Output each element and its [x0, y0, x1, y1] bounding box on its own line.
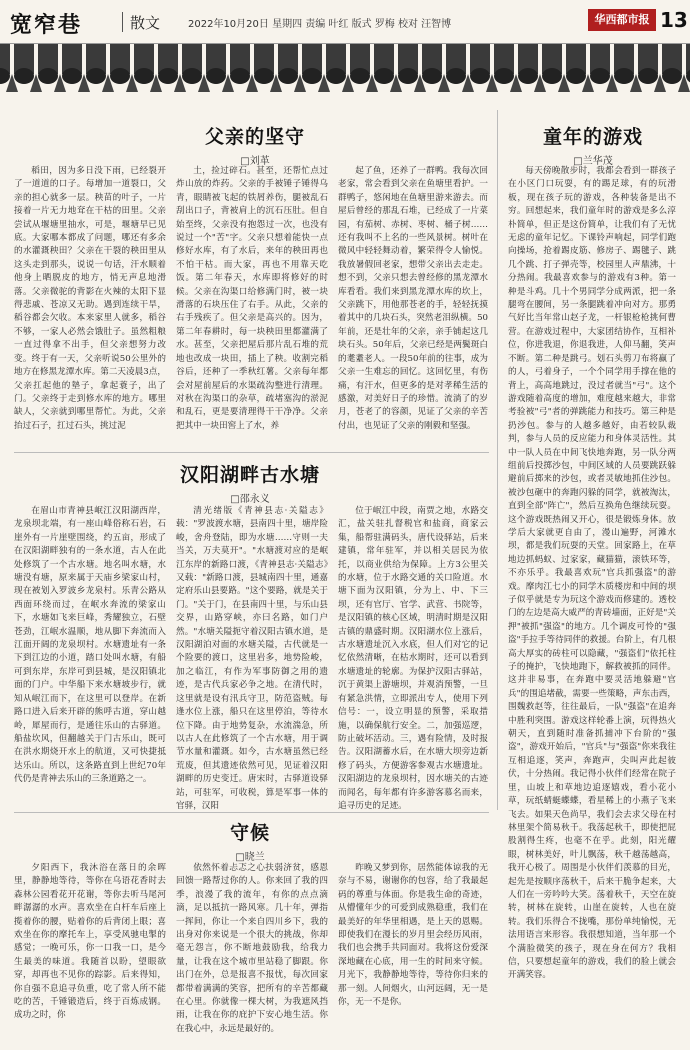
article4-text-2: 依然怀着忐忑之心扶弱济贫，感恩回馈一路帮过你的人。你来回了我的四季，浪漫了我的流年，有你的点点滴滴，足以抵抗一路风寒。几十年，弹指一挥间，你让一个来自四川乡下，我的出身对你来说是一个很大的挑战，你却毫无怨言，你不断地鼓励我，给我力量，让我在这个城市里站稳了脚跟。你出门在外，总是报喜不报忧，每次回家都带着满满的笑容，把所有的辛苦都藏在心里。你就像一棵大树，为我遮风挡雨，让我在你的庇护下安心地生活。你在我心中，永远是最好的。 [176, 863, 328, 1034]
section-label: 散文 [130, 14, 161, 32]
article4-column-2 [176, 862, 328, 1037]
article3-author: □邵永义 [230, 494, 270, 505]
masthead-divider [122, 12, 123, 32]
article1-column-3 [338, 165, 488, 435]
article3-headline [160, 460, 340, 505]
section-divider-2 [14, 812, 489, 813]
column-divider [497, 110, 498, 810]
article4-text-3: 昨晚又梦到你，居然能体谅我的无奈与不易，谢谢你的包容，给了我最起码的尊重与体面。你是我生命的奇迹，从懵懂年少的可爱到成熟稳重，我们在最美好的年华里相遇，是上天的恩赐。即使我们在漫长的岁月里会经历风雨，我们也会携手共同面对。我将这份爱深深地藏在心底，用一生的时间来守候。月光下，我静静地等待，等待你归来的那一刻。人间烟火，山河远阔，无一是你，无一不是你。 [338, 863, 488, 1008]
article1-title: 父亲的坚守 [204, 126, 305, 148]
column-title: 宽窄巷 [10, 12, 83, 38]
article1-headline [185, 122, 325, 167]
article3-text-1: 在眉山市青神县岷江汉阳湖西岸，龙泉坝北端，有一座山峰俗称石岩，石崖外有一片崖壁围绕，约五亩，形成了在汉阳湖畔独有的一条水道，古人在此处修筑了一个古水塘。地名叫水塘，水塘没有塘，原来属于天庙乡梁家山村，现在被划入罗波乡龙泉村。乐青公路从西面环绕而过，在岷水奔流的梁家山下，水塘如飞来巨峰，秀耀独立，石壁苍劲，江岷水温顺，地从脚下奔流而入江面开阔的龙泉坝村。水塘遗址有一条下到江边的小道，踏口处叫水塘，有船可到东岸，东岸可到县城，是汉阳镇北面的门户。中华船下来水塘坡步行，就知从岷江而下，在这里可以登岸。在新路口进入后来开辟的熊呼古道，穿山越岭，犀屋而行，是通往乐山的古驿道。船盐坎风，但翻越关于门古乐山，既可在洪水期烧开水上的航道，又可快捷抵达乐山。所以，这条路直到上世纪70年代仍是青神去乐山的三条道路之一。 [14, 506, 166, 785]
article3-column-3 [338, 505, 488, 811]
article1-column-1 [14, 165, 166, 435]
article1-column-2 [176, 165, 328, 435]
roof-tile-icon [0, 44, 690, 100]
article4-headline [200, 818, 300, 863]
article4-author: □晓兰 [235, 852, 265, 863]
newspaper-logo: 华西都市报 [588, 9, 656, 31]
article4-column-3 [338, 862, 488, 1037]
article2-column [508, 165, 676, 1025]
article3-column-2 [176, 505, 328, 811]
article3-text-3: 位于岷江中段，南贾之地，水路交汇，盐关驻扎督税官和盐商，商家云集，船帮驻满码头，唐代设驿站，后来建镇，常年驻军，并以相关居民为依托，以商业供给为保障。上方3公里关的水塘，位于水路交通的关口险道。水塘下面为汉阳镇，分为上、中、下三坝，还有官厅、官学、武营、书院等，是汉阳镇的核心区域，明清时期是汉阳古镇的鼎盛时期。汉阳湖水位上涨后，古水塘遗址沉入水底，但人们对它的记忆依然清晰，在枯水期时，还可以看到水塘遗址的轮廓。为保护汉阳古驿站，沉于黄渠上游塘坝，并观消预警，一旦有紧急洪情，立即派出专人，使用下列信号：一，设立明显的预警，采取措施，以确保航行安全。二，加强巡逻，防止破坏活动。三，遇有险情，及时报告。汉阳湖蓄水后，在水塘大坝旁边新修了码头，方便游客参观古水塘遗址。汉阳湖边的龙泉坝村，因水塘关的古迹而闻名，每年都有许多游客慕名而来，追寻历史的足迹。 [338, 506, 488, 811]
article1-author: □刘革 [240, 156, 270, 167]
issue-info: 2022年10月20日 星期四 责编 叶红 版式 罗梅 校对 汪智博 [188, 19, 452, 30]
article1-text-1: 稻田，因为多日没下雨，已经裂开了一道道的口子。每增加一道裂口，父亲的担心就多一层。秧苗的叶子，一片接着一片无力地耷在干枯的田里。父亲尝试从堰塘里抽水，可是，堰塘早已见底。大家哪本都成了问题，哪还有多余的水灌溉秧田？父亲在干裂的秧田里从这头走到那头，说说一句话，汗水顺着他身上晒脱皮的地方，悄无声息地滑落。父亲微驼的背影在火辣的太阳下显得悲戚、苍凉又无助。遇到连续干旱，稻谷都会欠收。本来家里人就多，稻谷不够，一家人必然会饿肚子。虽然粗粮一直过得拿不出手，但父亲想努力改变。终于有一天，父亲听说50公里外的地方在修黑龙潭水库。第二天凌晨3点，父亲扛起他的墊子，拿起蓑子，出了门。父亲终于走到修水库的地方。哪里缺人，父亲就到哪里帮忙。为此，父亲抬过石子，扛过石头，挑过泥 [14, 166, 166, 431]
section-divider [14, 452, 489, 453]
article2-headline [508, 122, 678, 167]
masthead [0, 0, 690, 44]
article2-author: □兰华茂 [573, 156, 613, 167]
article1-text-2: 土，捡过碎石。甚至，还帮忙点过炸山放的炸药。父亲的手被锤子锤得乌青，眼睛被飞起的铁屑养伤，腿被乱石刮出口子，背被肩上的沉石压肚。但自始至终，父亲没有抱怨过一次，也没有说过一个"苦"字。父亲只想着能快一点修好水库，有了水后，来年的秧田再也不怕干枯。而大家，再也不用靠天吃饭。第二年春天，水库即将修好的时候。父亲在沟渠口给修满门时，被一块滑落的石块压住了右手。从此，父亲的右手残疾了。但父亲是高兴的。因为，第二年春耕时，每一块秧田里都灌满了水。甚至，父亲把屋后那片乱石堆的荒地也改成一块田，插上了秧。收割完稻谷后，还种了一季秋红薯。父亲每年都会对屋前屋后的水渠疏沟整进行清理。对秋在沟渠口的杂草，疏堵塞沟的淤泥和乱石，更是要清理得干干净净。父亲把其中一块田窖上了水，养 [176, 166, 328, 431]
roof-tile-decoration [0, 44, 690, 100]
article1-text-3: 起了鱼，还养了一群鸭。我每次回老家，常会看到父亲在鱼塘里看护。一群鸭子，悠闲地在鱼塘里游来游去。而屋后曾经的那乱石堆，已经成了一片菜园，有茄树、赤树、枣树、桶子树……还有我叫不上名的一些风景树。树叶在微风中轻轻舞动着，繁荣得令人愉悦。我放暑假回老家，想带父亲出去走走。想不到，父亲只想去曾经修的黑龙潭水库看看。我们来到黑龙潭水库的坎上，父亲跳下，用他那苍老的手，轻轻抚摸着其中的几块石头，突然老泪纵横。50年前，还是壮年的父亲，亲手铺起这几块石头。50年后，父亲已经是两鬓斑白的耄耋老人。一段50年前的往事，成为父亲一生难忘的回忆。这回忆里，有伤痛，有汗水，但更多的是对孝稀生活的感激，对美好日子的珍惜。流淌了的岁月，苍老了的容颜，见证了父亲的辛苦付出，也见证了父亲的刚毅和坚强。 [338, 166, 488, 431]
article4-title: 守候 [229, 822, 270, 844]
article3-text-2: 清光绪版《青神县志·关隘志》载："罗波渡水塘，县南四十里，塘岸险峻，舍舟登陆，即为水塘……守则一夫当关，万夫莫开"。"水塘渡对应的是岷江东岸的新路口渡，《青神县志·关隘志》又载："新路口渡，县城南四十里，通嘉定府乐山县要路。"这个要路，就是关于门。"关于门，在县南四十里，与乐山县交界，山路穿峡，亦曰名路，如门户然。"水塘关隘扼守着汉阳古镇水道，是汉阳湖泊对面的水塘关隘，古代就是一个险要的渡口，这里岩多，地势险峻，加之临江，有作为军事防御之用的遗迹，是古代兵家必争之地。在清代时，这里就是设有汛兵守卫，防范盗贼。每逢水位上涨，船只在这里停泊，等待水位下降。由于地势复杂，水流湍急，所以古人在此修筑了一个古水塘，用于调节水量和灌溉。如今，古水塘虽然已经荒废，但其遗迹依然可见，见证着汉阳湖畔的历史变迁。唐宋时，古驿道设驿站，可驻军，可收税，算是军事一体的官驿，汉阳 [176, 506, 328, 811]
article4-column-1 [14, 862, 166, 1037]
article3-title: 汉阳湖畔古水塘 [179, 464, 320, 486]
page-number: 13 [660, 8, 688, 32]
article2-text: 每天傍晚散步时，我都会看到一群孩子在小区门口玩耍，有的踢足球，有的玩滑板，现在孩子玩的游戏，各种装备是出不穷。回想起来，我们童年时的游戏是多么淳朴简单，但正是这份简单，让我们有了无忧无虑的童年记忆。下课铃声响起，同学们跑向操场，抢着踢皮筋、修房子、踢毽子、跳几个跳、打子弹壳等，校园里人声鼎沸，十分热闹。我最喜欢参与的游戏有3种。第一种是斗鸡。几十个男同学分成两派，把一条腿弯在腰间，另一条腿跳着冲向对方。那勇气好比当年常山赵子龙，一杆银枪枪挑何曹营。在游戏过程中，大家团结协作，互相补位，你进我退，你退我进，人仰马翻，笑声不断。第二种是跳弓。划石头剪刀布将赢了的人，弓着身子，一个个同学用手撑在他的背上，高高地跳过，没过者就当"弓"。这个游戏随着高度的增加，难度越来越大，非常考验被"弓"者的弹跳能力和技巧。第三种是扔沙包。参与的人越多越好，由若较队裁判，参与人员的反应能力和身体灵活性。其中一队人员在中间飞快地奔跑，另一队分两组前后投掷沙包，中间区域的人员要跳跃躲避前后掷来的沙包，或者灵敏地抓住沙包。被沙包砸中的奔跑闪躲的同学，就被淘汰，直到全部"阵亡"，然后互换角色继续玩耍。这个游戏既热闹又开心，很是锻炼身体。放学后大家就更自由了，漫山遍野，河滩水坝，都是我们玩耍的天堂。回家路上，在草地边抓蚂蚁、过家家，藏猫猫，滚铁环等，不亦乐乎。我最喜欢玩"官兵抓强盗"的游戏。摩肉江七小的同学木质楼房和中间的坝子似乎就是专为玩这个游戏而修建的。透校门的左边是高大威严的青砖墙面，正好是"关押"被抓"强盗"的地方。几个调皮可怜的"强盗"手拉手等待同伴的救援。台阶上，有几根高大厚实的砖柱可以隐藏，"强盗们"依托柱子的掩护，飞快地跑下，解救被抓的同伴。这并非易事，在奔跑中要灵活地躲避"官兵"的围追堵截，需要一些策略，声东击西，围魏救赵等，往往最后，一队"强盗"在追奔中胜利突围。游戏这样轮番上演，玩得热火朝天，直到随时准备抓捕冲下台阶的"强盗"，游戏开始后，"官兵"与"强盗"你来我往互相追逐，笑声，奔跑声，尖叫声此起彼伏，十分热闹。我记得小伙伴们经常在院子里，山坡上和草地边追逐嬉戏，看小花小草，玩纸蜻蜓蝶蝶，看星稀上的小燕子飞来飞去。如果天色尚早，我们会去求父母在村林里架个简易秋千。我荡起秋千，即使把屁股割得生疼，也毫不在乎。此刻，阳光耀眼，树林美好，叶儿飘荡，秋千越荡越高，我开心极了。周围是小伙伴们羡慕的目光，起先是按顺序荡秋千，后来干脆争起来，大人们在一旁吟吟大笑。荡着秋千，天空在旋转，树林在旋转，山崖在旋转，人也在旋转。我们乐得合不拢嘴，那份单纯愉悦，无法用语言来形容。我很想知道，当年那一个个满脸微笑的孩子，现在身在何方？我相信，只要想起童年的游戏，我们的脸上就会开满笑容。 [508, 166, 676, 981]
article3-column-1 [14, 505, 166, 805]
article4-text-1: 夕阳西下，我沐浴在落日的余晖里，静静地等待，等你在乌语花香时去森林公园看花开花谢，等你去听马尾河畔潺潺的水声。喜欢坐在白杆车后座上揽着你的腰，贴着你的后背闭上眼；喜欢坐在你的摩托车上，享受风驰电掣的感觉；一晚可乐，你一口我一口，是今生最美的味道。我随首以盼，望眼欲穿，却再也不见你的踪影。后来得知，你自强不息追寻负重，吃了常人所不能吃的苦，千锤锻造后，终于百炼成钢。成功之时，你 [14, 863, 166, 1021]
article2-title: 童年的游戏 [542, 126, 643, 148]
